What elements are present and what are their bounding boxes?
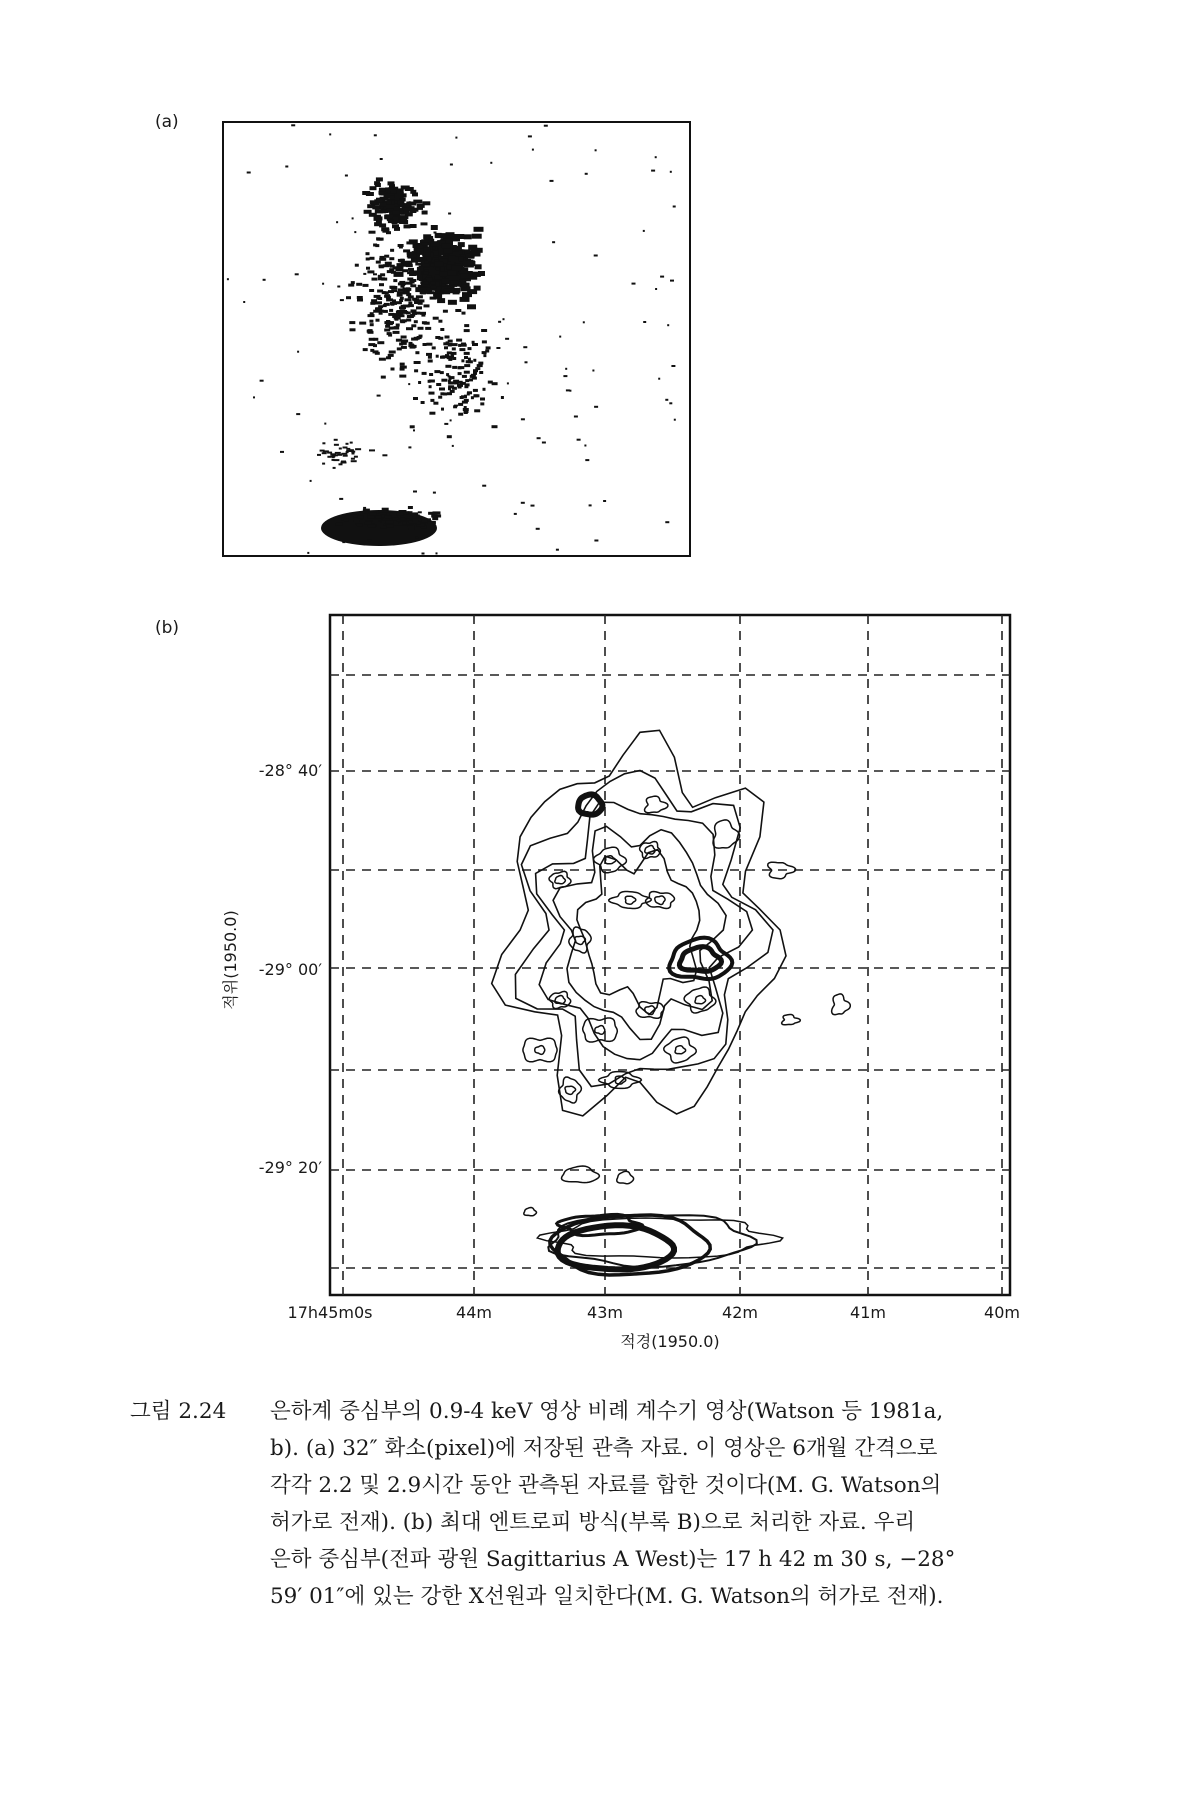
y-tick-label: -28° 40′ — [258, 761, 322, 780]
caption-line: 허가로 전재). (b) 최대 엔트로피 방식(부록 B)으로 처리한 자료. 우리 — [270, 1510, 916, 1535]
caption-line: 은하계 중심부의 0.9-4 keV 영상 비례 계수기 영상(Watson 등 1981a, — [270, 1399, 944, 1424]
y-tick-label: -29° 20′ — [258, 1158, 322, 1177]
x-tick-label: 42m — [722, 1303, 758, 1322]
caption-label: 그림 2.24 — [130, 1399, 227, 1424]
caption-line: 각각 2.2 및 2.9시간 동안 관측된 자료를 합한 것이다(M. G. Watson의 — [270, 1473, 942, 1498]
x-axis-title: 적경(1950.0) — [620, 1332, 720, 1351]
caption-text — [270, 1393, 1180, 1615]
photon-count-map — [222, 121, 691, 557]
coordinate-grid — [330, 615, 1010, 1295]
caption-line: 은하 중심부(전파 광원 Sagittarius A West)는 17 h 42 m 30 s, −28° — [270, 1547, 956, 1572]
caption-line: b). (a) 32″ 화소(pixel)에 저장된 관측 자료. 이 영상은 6개월 간격으로 — [270, 1436, 938, 1461]
contour-plot-frame — [330, 615, 1010, 1295]
x-tick-label: 17h45m0s — [287, 1303, 373, 1322]
caption-line: 59′ 01″에 있는 강한 X선원과 일치한다(M. G. Watson의 허가로 전재). — [270, 1584, 944, 1609]
panel-a-label: (a) — [155, 112, 179, 132]
y-tick-label: -29° 00′ — [258, 960, 322, 979]
contour-map-figure — [0, 600, 1200, 1360]
x-tick-label: 44m — [456, 1303, 492, 1322]
x-tick-label: 40m — [984, 1303, 1020, 1322]
x-tick-label: 41m — [850, 1303, 886, 1322]
photon-scatter-image — [224, 123, 691, 557]
x-tick-label: 43m — [587, 1303, 623, 1322]
y-axis-title: 적위(1950.0) — [221, 910, 240, 1010]
x-ray-contours — [492, 730, 851, 1275]
panel-b-label: (b) — [155, 618, 180, 638]
